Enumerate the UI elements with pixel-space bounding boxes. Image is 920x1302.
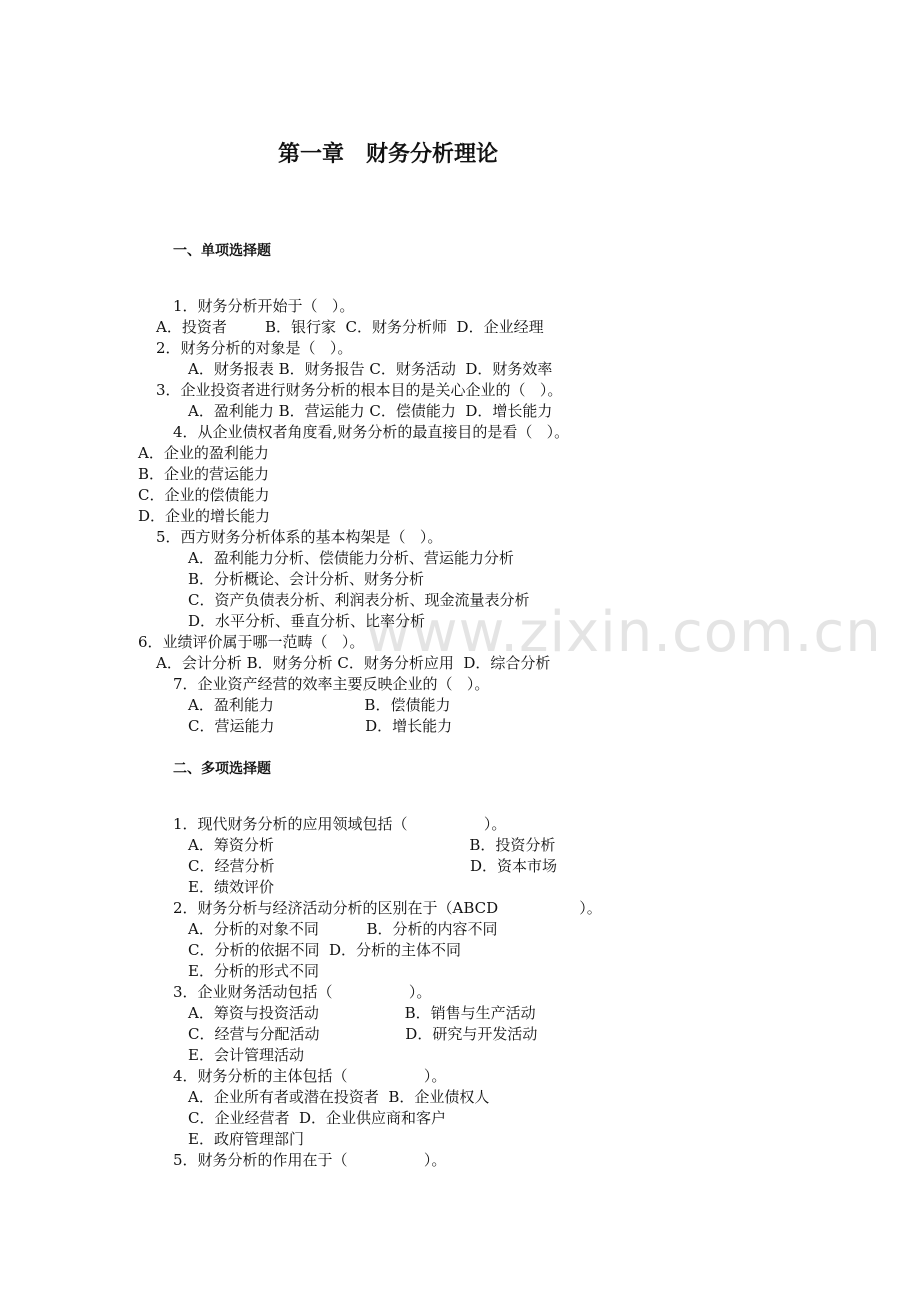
section-heading-multi: 二、多项选择题 xyxy=(173,761,271,777)
options-line: D．企业的增长能力 xyxy=(138,507,271,525)
question-line: 2．财务分析与经济活动分析的区别在于（ABCD ）。 xyxy=(173,899,602,917)
options-line: A．筹资分析 B．投资分析 xyxy=(188,836,556,854)
question-line: 7．企业资产经营的效率主要反映企业的（ ）。 xyxy=(173,675,490,693)
options-line: B．企业的营运能力 xyxy=(138,465,270,483)
question-line: 3．企业投资者进行财务分析的根本目的是关心企业的（ ）。 xyxy=(156,381,563,399)
question-line: 5．财务分析的作用在于（ ）。 xyxy=(173,1151,447,1169)
page-title: 第一章 财务分析理论 xyxy=(277,142,498,167)
question-line: 1．财务分析开始于（ ）。 xyxy=(173,297,355,315)
options-line: E．分析的形式不同 xyxy=(188,962,319,980)
options-line: C．企业经营者 D．企业供应商和客户 xyxy=(188,1109,447,1127)
options-line: A．企业的盈利能力 xyxy=(138,444,269,462)
question-line: 3．企业财务活动包括（ ）。 xyxy=(173,983,432,1001)
question-line: 1．现代财务分析的应用领域包括（ ）。 xyxy=(173,815,507,833)
options-line: E．政府管理部门 xyxy=(188,1130,304,1148)
question-line: 6．业绩评价属于哪一范畴（ ）。 xyxy=(138,633,365,651)
options-line: C．资产负债表分析、利润表分析、现金流量表分析 xyxy=(188,591,530,609)
options-line: D．水平分析、垂直分析、比率分析 xyxy=(188,612,426,630)
options-line: C．企业的偿债能力 xyxy=(138,486,270,504)
options-line: C．营运能力 D．增长能力 xyxy=(188,717,453,735)
options-line: A．财务报表 B．财务报告 C．财务活动 D．财务效率 xyxy=(188,360,553,378)
options-line: C．分析的依据不同 D．分析的主体不同 xyxy=(188,941,462,959)
watermark: www.zixin.com.cn xyxy=(365,600,882,665)
options-line: A．盈利能力 B．营运能力 C．偿债能力 D．增长能力 xyxy=(188,402,553,420)
options-line: A．分析的对象不同 B．分析的内容不同 xyxy=(188,920,498,938)
question-line: 4．财务分析的主体包括（ ）。 xyxy=(173,1067,447,1085)
options-line: A．会计分析 B．财务分析 C．财务分析应用 D．综合分析 xyxy=(156,654,551,672)
options-line: B．分析概论、会计分析、财务分析 xyxy=(188,570,425,588)
options-line: C．经营分析 D．资本市场 xyxy=(188,857,557,875)
question-line: 2．财务分析的对象是（ ）。 xyxy=(156,339,353,357)
options-line: A．企业所有者或潜在投资者 B．企业债权人 xyxy=(188,1088,490,1106)
options-line: A．盈利能力分析、偿债能力分析、营运能力分析 xyxy=(188,549,514,567)
options-line: A．筹资与投资活动 B．销售与生产活动 xyxy=(188,1004,536,1022)
options-line: C．经营与分配活动 D．研究与开发活动 xyxy=(188,1025,538,1043)
options-line: A．投资者 B．银行家 C．财务分析师 D．企业经理 xyxy=(156,318,544,336)
options-line: E．会计管理活动 xyxy=(188,1046,304,1064)
question-line: 5．西方财务分析体系的基本构架是（ ）。 xyxy=(156,528,443,546)
options-line: A．盈利能力 B．偿债能力 xyxy=(188,696,451,714)
question-line: 4．从企业债权者角度看,财务分析的最直接目的是看（ ）。 xyxy=(173,423,570,441)
section-heading-single: 一、单项选择题 xyxy=(173,243,271,259)
options-line: E．绩效评价 xyxy=(188,878,274,896)
